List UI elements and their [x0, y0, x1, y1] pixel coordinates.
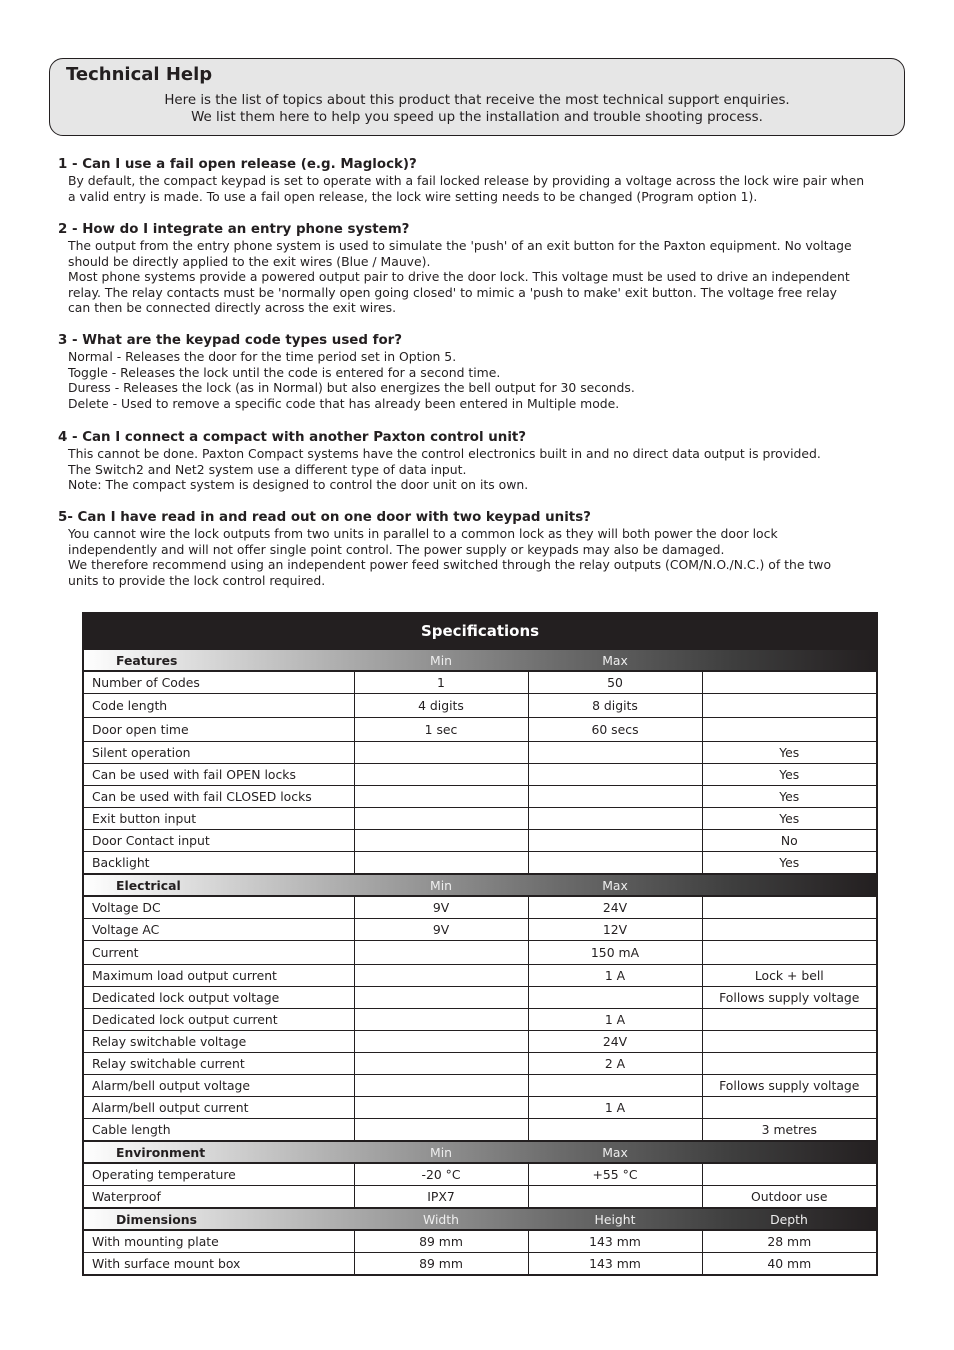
row-label: Alarm/bell output voltage — [83, 1075, 354, 1097]
row-label: Maximum load output current — [83, 965, 354, 987]
faq-question: 2 - How do I integrate an entry phone system? — [58, 222, 410, 237]
table-row — [83, 764, 877, 786]
table-row — [83, 1075, 877, 1097]
column-header: Width — [354, 1208, 528, 1230]
faq-answer-line: Toggle - Releases the lock until the code is entered for a second time. — [68, 364, 501, 380]
table-row — [83, 830, 877, 852]
cell — [354, 808, 528, 830]
table-row — [83, 1230, 877, 1253]
cell: 3 metres — [702, 1119, 877, 1142]
cell — [354, 742, 528, 764]
cell: Yes — [702, 808, 877, 830]
cell — [354, 1031, 528, 1053]
cell — [528, 786, 702, 808]
section-header-dimensions — [83, 1208, 877, 1230]
cell — [702, 1031, 877, 1053]
cell: 1 sec — [354, 718, 528, 742]
cell — [354, 830, 528, 852]
table-row — [83, 786, 877, 808]
faq-question: 5- Can I have read in and read out on one door with two keypad units? — [58, 510, 591, 525]
table-row — [83, 1163, 877, 1186]
cell — [354, 1053, 528, 1075]
row-label: Backlight — [83, 852, 354, 875]
cell: Yes — [702, 764, 877, 786]
table-row — [83, 919, 877, 941]
cell — [354, 852, 528, 875]
cell — [528, 830, 702, 852]
cell — [354, 1009, 528, 1031]
faq-answer-line: The Switch2 and Net2 system use a different type of data input. — [68, 461, 467, 477]
row-label: Alarm/bell output current — [83, 1097, 354, 1119]
specifications-title-row — [83, 613, 877, 649]
section-header-features — [83, 649, 877, 671]
table-row — [83, 1253, 877, 1276]
cell — [354, 965, 528, 987]
column-header — [702, 649, 877, 671]
column-header: Max — [528, 1141, 702, 1163]
cell — [354, 764, 528, 786]
faq-answer — [68, 446, 908, 493]
cell: 28 mm — [702, 1230, 877, 1253]
faq-answer-line: This cannot be done. Paxton Compact systems have the control electronics built in and no direct data output is provided. — [68, 446, 821, 461]
cell — [528, 1119, 702, 1142]
faq-question: 3 - What are the keypad code types used for? — [58, 333, 403, 348]
column-header: Min — [354, 874, 528, 896]
faq-answer-line: independently and will not offer single point control. The power supply or keypads may also be damaged. — [68, 541, 725, 557]
column-header: Min — [354, 649, 528, 671]
cell: 1 A — [528, 1097, 702, 1119]
faq-answer — [68, 238, 908, 316]
row-label: Door open time — [83, 718, 354, 742]
cell — [702, 896, 877, 919]
cell — [702, 941, 877, 965]
table-row — [83, 1053, 877, 1075]
cell — [354, 1119, 528, 1142]
table-row — [83, 808, 877, 830]
column-header: Height — [528, 1208, 702, 1230]
cell — [702, 718, 877, 742]
faq-item-5 — [58, 510, 908, 588]
table-row — [83, 1009, 877, 1031]
table-row — [83, 671, 877, 694]
cell — [528, 742, 702, 764]
table-row — [83, 1119, 877, 1142]
cell: 40 mm — [702, 1253, 877, 1276]
row-label: Can be used with fail CLOSED locks — [83, 786, 354, 808]
table-row — [83, 694, 877, 718]
faq-answer-line: Delete - Used to remove a specific code that has already been entered in Multiple mode. — [68, 395, 620, 411]
faq-answer-line: Note: The compact system is designed to control the door unit on its own. — [68, 477, 529, 493]
cell — [702, 919, 877, 941]
cell: 9V — [354, 919, 528, 941]
faq-answer-line: relay. The relay contacts must be 'normally open going closed' to mimic a 'push to make' exit button. The voltage free relay — [68, 284, 838, 300]
row-label: With mounting plate — [83, 1230, 354, 1253]
faq-item-4 — [58, 430, 908, 493]
row-label: Silent operation — [83, 742, 354, 764]
row-label: Cable length — [83, 1119, 354, 1142]
cell — [702, 1097, 877, 1119]
technical-help-title: Technical Help — [66, 64, 213, 85]
faq-answer-line: units to provide the lock control required. — [68, 572, 326, 588]
row-label: Voltage AC — [83, 919, 354, 941]
cell: 2 A — [528, 1053, 702, 1075]
table-row — [83, 742, 877, 764]
intro-line: Here is the list of topics about this product that receive the most technical support enquiries. — [164, 93, 790, 108]
technical-help-box — [49, 58, 905, 136]
table-row — [83, 987, 877, 1009]
specifications-table — [82, 612, 878, 1276]
column-header — [702, 1141, 877, 1163]
faq-answer-line: The output from the entry phone system is used to simulate the 'push' of an exit button for the Paxton equipment. No voltage — [68, 238, 852, 253]
cell: 89 mm — [354, 1253, 528, 1276]
row-label: Operating temperature — [83, 1163, 354, 1186]
cell: Follows supply voltage — [702, 987, 877, 1009]
cell — [528, 987, 702, 1009]
table-row — [83, 852, 877, 875]
row-label: Dedicated lock output current — [83, 1009, 354, 1031]
column-header: Max — [528, 874, 702, 896]
row-label: Relay switchable current — [83, 1053, 354, 1075]
faq-answer-line: can then be connected directly across the exit wires. — [68, 300, 397, 316]
cell — [702, 1009, 877, 1031]
faq-answer — [68, 526, 908, 588]
cell — [354, 1097, 528, 1119]
cell — [528, 764, 702, 786]
column-header: Depth — [702, 1208, 877, 1230]
cell: 8 digits — [528, 694, 702, 718]
section-header-environment — [83, 1141, 877, 1163]
table-row — [83, 1031, 877, 1053]
column-header — [702, 874, 877, 896]
cell — [528, 1075, 702, 1097]
column-header: Max — [528, 649, 702, 671]
row-label: Dedicated lock output voltage — [83, 987, 354, 1009]
faq-answer-line: You cannot wire the lock outputs from two units in parallel to a common lock as they will both power the door lock — [68, 526, 778, 541]
cell — [354, 786, 528, 808]
specifications-title: Specifications — [83, 613, 877, 649]
cell: 1 A — [528, 1009, 702, 1031]
cell: Follows supply voltage — [702, 1075, 877, 1097]
faq-item-2 — [58, 222, 908, 316]
row-label: Relay switchable voltage — [83, 1031, 354, 1053]
section-header-electrical — [83, 874, 877, 896]
table-row — [83, 718, 877, 742]
cell: 4 digits — [354, 694, 528, 718]
cell: 9V — [354, 896, 528, 919]
faq-question: 4 - Can I connect a compact with another Paxton control unit? — [58, 430, 527, 445]
cell — [702, 1053, 877, 1075]
faq-item-3 — [58, 333, 908, 411]
table-row — [83, 1097, 877, 1119]
cell — [528, 1186, 702, 1209]
row-label: With surface mount box — [83, 1253, 354, 1276]
cell — [528, 852, 702, 875]
cell: 50 — [528, 671, 702, 694]
cell: Lock + bell — [702, 965, 877, 987]
row-label: Exit button input — [83, 808, 354, 830]
cell: Yes — [702, 742, 877, 764]
cell: 1 A — [528, 965, 702, 987]
cell: Yes — [702, 852, 877, 875]
cell — [354, 987, 528, 1009]
cell: 150 mA — [528, 941, 702, 965]
row-label: Current — [83, 941, 354, 965]
table-row — [83, 1186, 877, 1209]
table-row — [83, 896, 877, 919]
technical-help-intro — [50, 92, 904, 126]
cell: 143 mm — [528, 1230, 702, 1253]
faq-answer — [68, 349, 908, 411]
cell: 89 mm — [354, 1230, 528, 1253]
faq-answer — [68, 173, 908, 204]
section-name: Environment — [83, 1141, 354, 1163]
section-name: Features — [83, 649, 354, 671]
cell: 24V — [528, 896, 702, 919]
cell — [354, 941, 528, 965]
cell — [702, 671, 877, 694]
table-row — [83, 941, 877, 965]
cell: 60 secs — [528, 718, 702, 742]
cell — [702, 694, 877, 718]
cell: -20 °C — [354, 1163, 528, 1186]
faq-item-1 — [58, 157, 908, 204]
column-header: Min — [354, 1141, 528, 1163]
cell: 24V — [528, 1031, 702, 1053]
faq-answer-line: Most phone systems provide a powered output pair to drive the door lock. This voltage must be used to drive an independent — [68, 269, 850, 285]
faq-question: 1 - Can I use a fail open release (e.g. Maglock)? — [58, 157, 417, 172]
row-label: Door Contact input — [83, 830, 354, 852]
cell: 143 mm — [528, 1253, 702, 1276]
cell: Outdoor use — [702, 1186, 877, 1209]
cell: Yes — [702, 786, 877, 808]
faq-answer-line: Duress - Releases the lock (as in Normal) but also energizes the bell output for 30 seconds. — [68, 380, 635, 396]
cell: IPX7 — [354, 1186, 528, 1209]
cell: 12V — [528, 919, 702, 941]
faq-answer-line: Normal - Releases the door for the time period set in Option 5. — [68, 349, 457, 364]
faq-answer-line: By default, the compact keypad is set to operate with a fail locked release by providing a voltage across the lock wire pair when — [68, 173, 865, 188]
row-label: Can be used with fail OPEN locks — [83, 764, 354, 786]
section-name: Dimensions — [83, 1208, 354, 1230]
row-label: Waterproof — [83, 1186, 354, 1209]
cell — [702, 1163, 877, 1186]
row-label: Voltage DC — [83, 896, 354, 919]
row-label: Number of Codes — [83, 671, 354, 694]
row-label: Code length — [83, 694, 354, 718]
faq-answer-line: should be directly applied to the exit wires (Blue / Mauve). — [68, 253, 431, 269]
intro-line: We list them here to help you speed up the installation and trouble shooting process. — [191, 110, 763, 125]
cell: No — [702, 830, 877, 852]
cell: 1 — [354, 671, 528, 694]
cell — [528, 808, 702, 830]
table-row — [83, 965, 877, 987]
faq-answer-line: a valid entry is made. To use a fail open release, the lock wire setting needs to be changed (Program option 1). — [68, 188, 758, 204]
faq-answer-line: We therefore recommend using an independent power feed switched through the relay outputs (COM/N.O./N.C.) of the two — [68, 557, 832, 573]
cell — [354, 1075, 528, 1097]
section-name: Electrical — [83, 874, 354, 896]
cell: +55 °C — [528, 1163, 702, 1186]
